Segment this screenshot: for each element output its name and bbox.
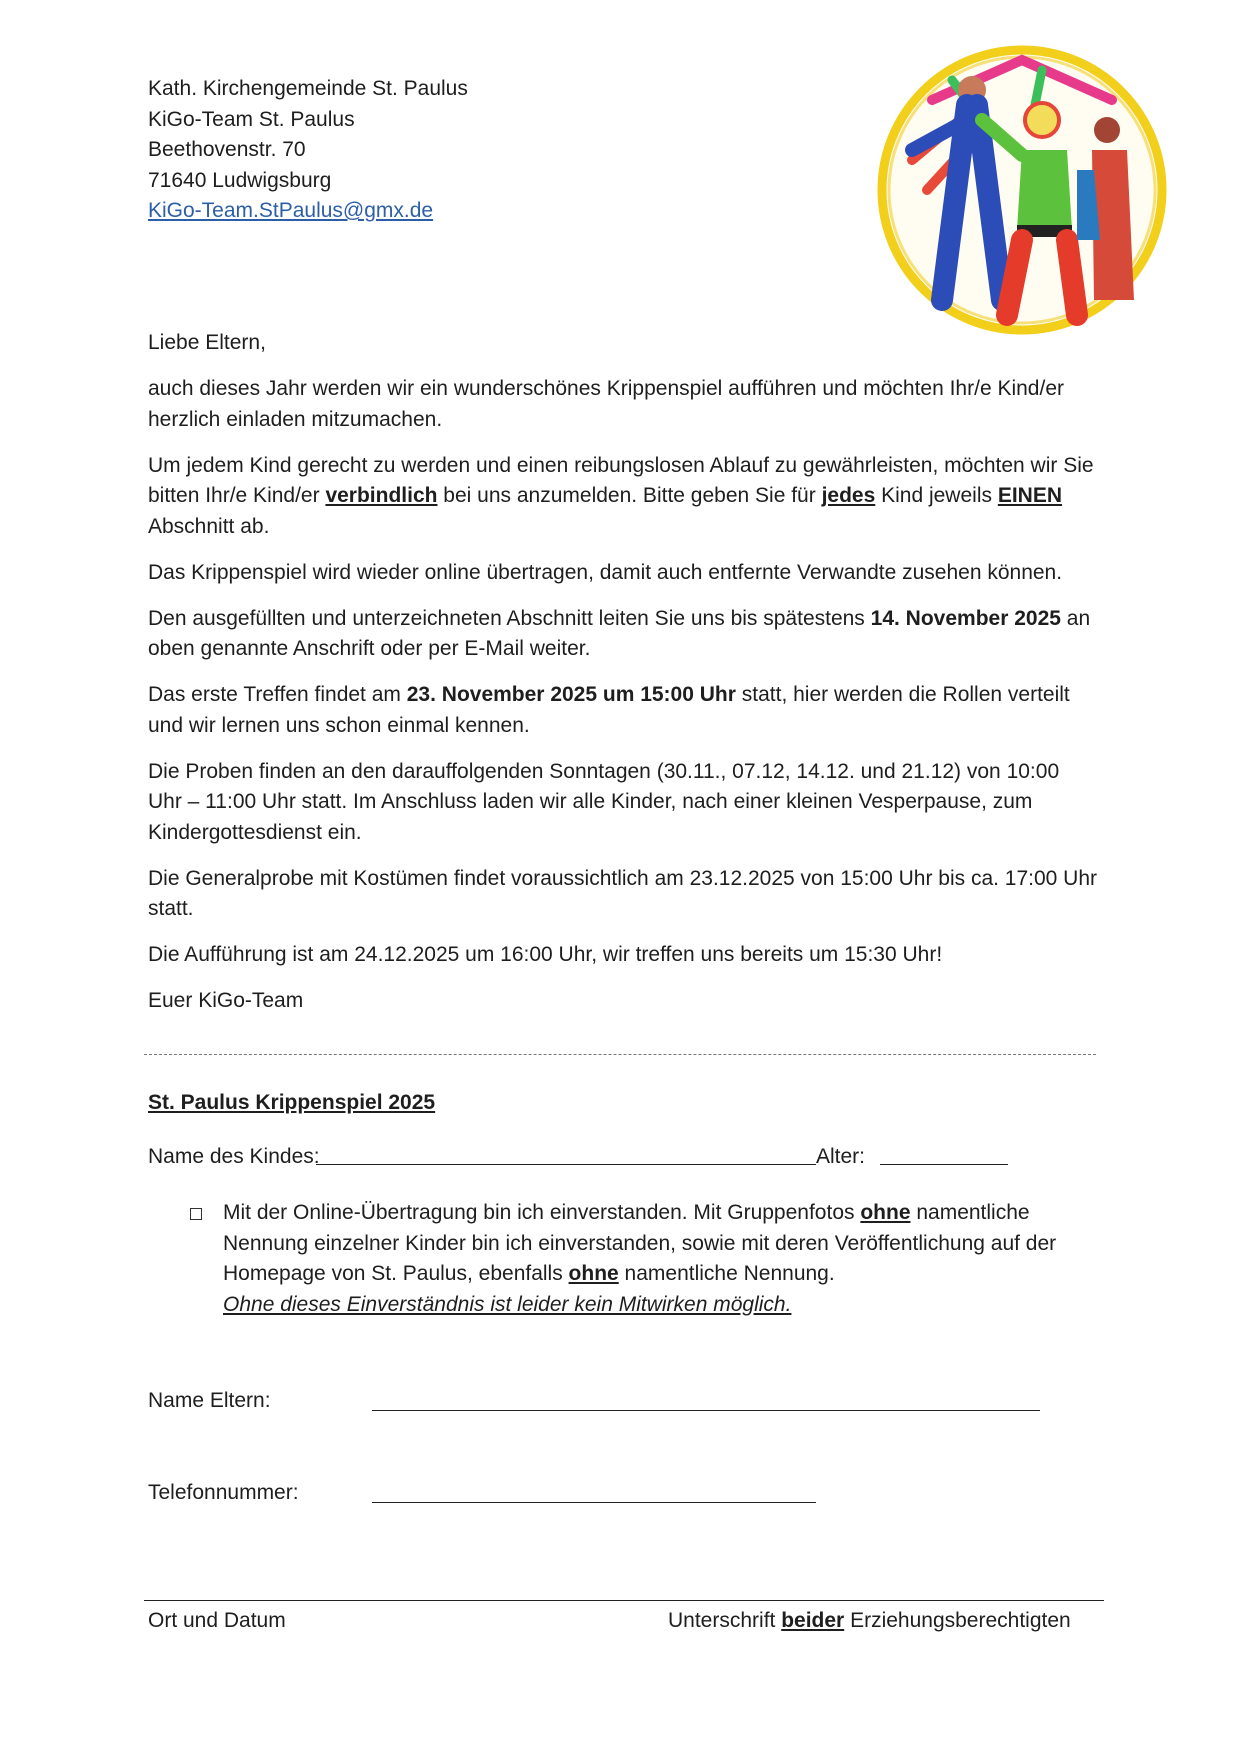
registration-form	[148, 1088, 1098, 1119]
paragraph-registration: Um jedem Kind gerecht zu werden und einen reibungslosen Ablauf zu gewährleisten, möchten wir Sie bitten Ihr/e Kind/er verbindlich bei uns anzumelden. Bitte geben Sie für jedes Kind jeweils EINEN Abschnitt ab.	[148, 453, 1094, 538]
letter-body	[148, 328, 1098, 1032]
parents-name-label: Name Eltern:	[148, 1389, 271, 1412]
age-label: Alter:	[816, 1145, 866, 1168]
closing: Euer KiGo-Team	[148, 989, 304, 1012]
consent-text: Mit der Online-Übertragung bin ich einverstanden. Mit Gruppenfotos ohne namentliche Nennung einzelner Kinder bin ich einverstanden, sowie mit deren Veröffentlichung auf der Homepage von St. Paulus, ebenfalls ohne namentliche Nennung. Ohne dieses Einverständnis ist leider kein Mitwirken möglich.	[223, 1201, 1057, 1316]
sender-line-4: 71640 Ludwigsburg	[148, 168, 332, 192]
child-name-field[interactable]	[316, 1164, 816, 1165]
paragraph-deadline: Den ausgefüllten und unterzeichneten Abschnitt leiten Sie uns bis spätestens 14. November 2025 an oben genannte Anschrift oder per E-Mail weiter.	[148, 606, 1091, 660]
paragraph-rehearsals: Die Proben finden an den darauffolgenden Sonntagen (30.11., 07.12, 14.12. und 21.12) von 10:00 Uhr – 11:00 Uhr statt. Im Anschluss laden wir alle Kinder, nach einer kleinen Vesperpause, zum Kindergottesdienst ein.	[148, 759, 1060, 844]
paragraph-first-meeting: Das erste Treffen findet am 23. November 2025 um 15:00 Uhr statt, hier werden die Rollen verteilt und wir lernen uns schon einmal kennen.	[148, 683, 1070, 737]
sender-line-3: Beethovenstr. 70	[148, 138, 306, 161]
email-link[interactable]: KiGo-Team.StPaulus@gmx.de	[148, 199, 434, 222]
paragraph-dress-rehearsal: Die Generalprobe mit Kostümen findet voraussichtlich am 23.12.2025 von 15:00 Uhr bis ca. 17:00 Uhr statt.	[148, 866, 1098, 920]
place-date-label: Ort und Datum	[148, 1609, 286, 1632]
sender-address	[148, 74, 468, 227]
age-field[interactable]	[880, 1164, 1008, 1165]
form-title: St. Paulus Krippenspiel 2025	[148, 1091, 436, 1114]
paragraph-performance: Die Aufführung ist am 24.12.2025 um 16:00 Uhr, wir treffen uns bereits um 15:30 Uhr!	[148, 943, 943, 966]
paragraph-online: Das Krippenspiel wird wieder online übertragen, damit auch entfernte Verwandte zusehen können.	[148, 560, 1063, 584]
cut-line	[144, 1054, 1096, 1055]
parents-name-field[interactable]	[372, 1410, 1040, 1411]
sender-line-2: KiGo-Team St. Paulus	[148, 107, 355, 131]
signature-label: Unterschrift beider Erziehungsberechtigten	[668, 1609, 1071, 1632]
consent-note: Ohne dieses Einverständnis ist leider kein Mitwirken möglich.	[223, 1292, 792, 1316]
signature-line[interactable]	[144, 1600, 1104, 1601]
phone-label: Telefonnummer:	[148, 1481, 299, 1504]
phone-field[interactable]	[372, 1502, 816, 1503]
paragraph-invitation: auch dieses Jahr werden wir ein wunderschönes Krippenspiel aufführen und möchten Ihr/e Kind/er herzlich einladen mitzumachen.	[148, 377, 1064, 431]
children-drawing-logo-icon	[872, 40, 1172, 340]
sender-line-1: Kath. Kirchengemeinde St. Paulus	[148, 77, 468, 100]
child-name-label: Name des Kindes:	[148, 1145, 320, 1168]
greeting: Liebe Eltern,	[148, 331, 266, 354]
consent-checkbox[interactable]	[190, 1208, 202, 1220]
